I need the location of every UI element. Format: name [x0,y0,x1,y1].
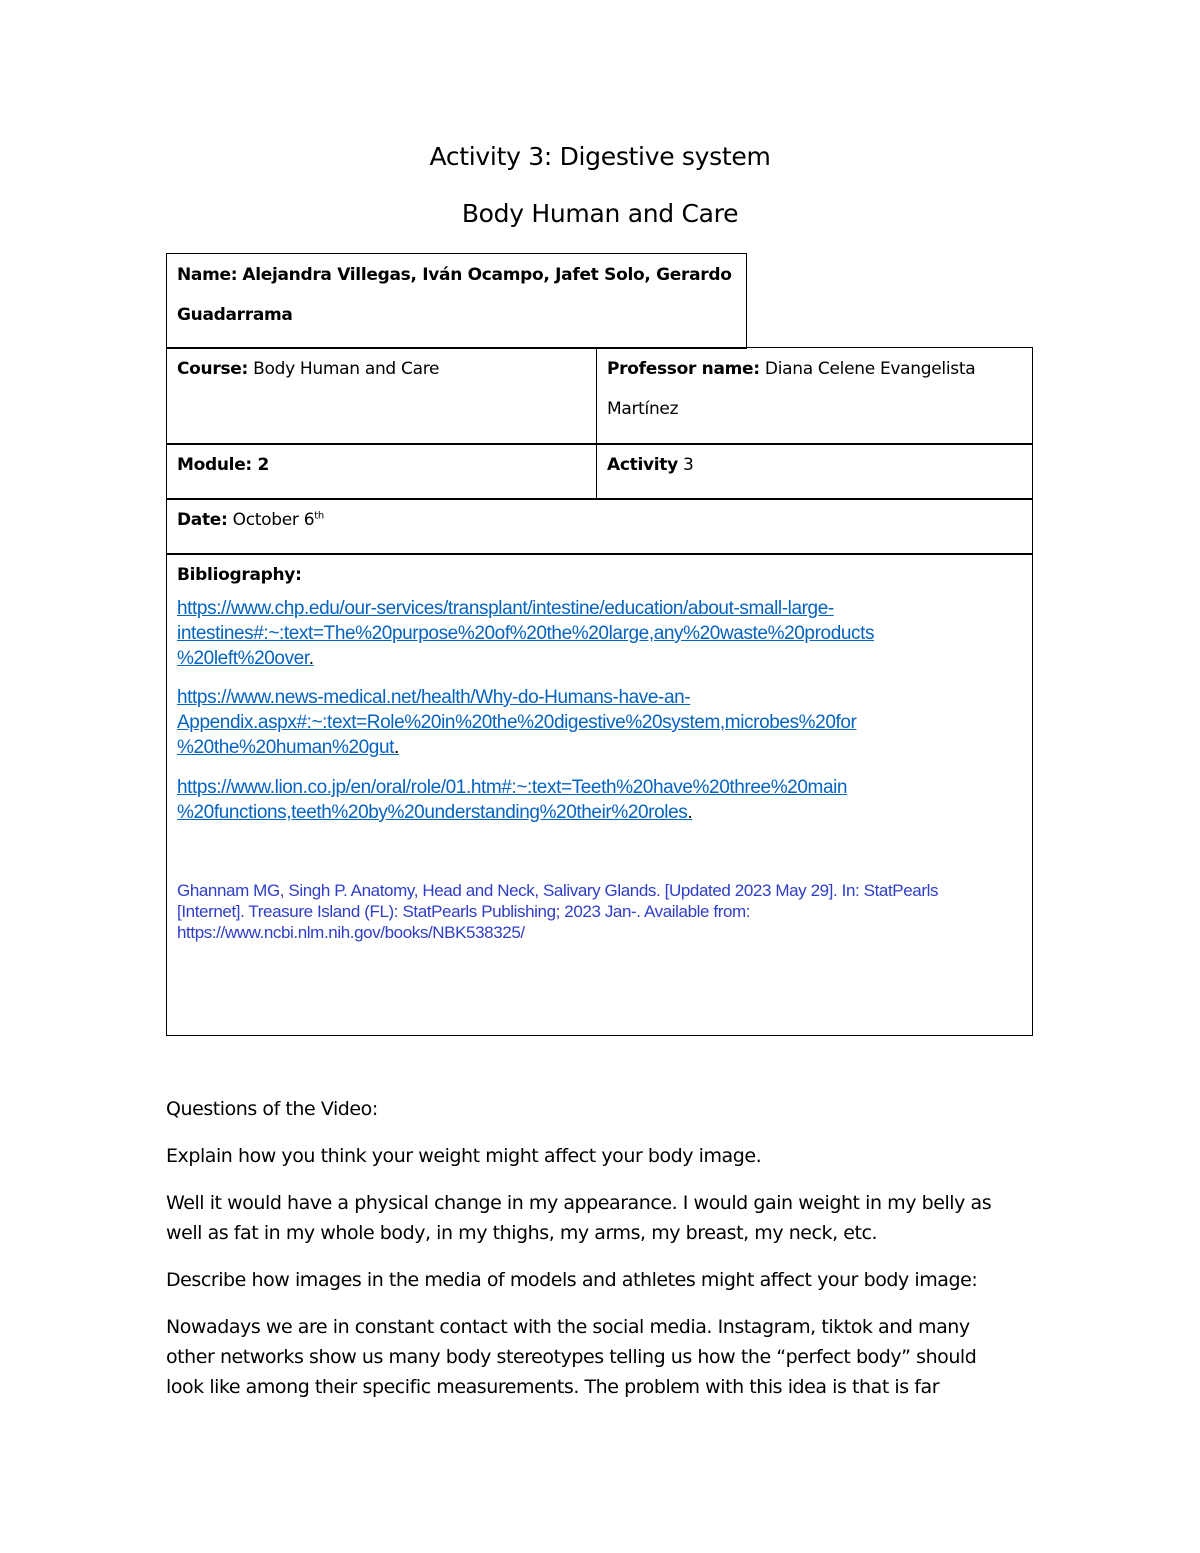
bibliography-link-lion[interactable] [177,775,1017,825]
link-line[interactable]: %20left%20over [177,648,309,669]
bibliography-cell [166,553,1033,1036]
questions-heading: Questions of the Video: [166,1098,378,1120]
link-period: . [394,737,399,758]
name-value-line1: Alejandra Villegas, Iván Ocampo, Jafet Solo, Gerardo [242,265,732,285]
professor-value-line2: Martínez [607,399,679,419]
date-label: Date: [177,510,228,530]
link-line[interactable]: https://www.chp.edu/our-services/transplant/intestine/education/about-small-large- [177,598,834,619]
date-suffix: th [314,510,324,522]
course-label: Course: [177,359,248,379]
answer-line: Well it would have a physical change in my appearance. I would gain weight in my belly as [166,1192,992,1214]
answer-1 [166,1188,1036,1248]
link-line[interactable]: %20functions,teeth%20by%20understanding%20their%20roles [177,802,688,823]
bibliography-link-news-medical[interactable] [177,685,1017,760]
answer-line: well as fat in my whole body, in my thighs, my arms, my breast, my neck, etc. [166,1222,878,1244]
name-label: Name: [177,265,238,285]
bibliography-reference-statpearls [177,880,1027,943]
activity-value: 3 [683,455,694,475]
professor-cell [596,347,1033,445]
question-1: Explain how you think your weight might affect your body image. [166,1145,762,1167]
reference-line: [Internet]. Treasure Island (FL): StatPearls Publishing; 2023 Jan-. Available from: [177,902,751,921]
name-value-line2: Guadarrama [177,305,293,325]
answer-line: look like among their specific measurements. The problem with this idea is that is far [166,1376,940,1398]
professor-label: Professor name: [607,359,760,379]
link-period: . [308,648,314,669]
course-value: Body Human and Care [253,359,440,379]
document-title: Activity 3: Digestive system [429,142,771,171]
bibliography-link-chp[interactable] [177,596,1017,671]
professor-value-line1: Diana Celene Evangelista [764,359,976,379]
link-line[interactable]: Appendix.aspx#:~:text=Role%20in%20the%20digestive%20system,microbes%20for [177,712,857,733]
reference-line: Ghannam MG, Singh P. Anatomy, Head and Neck, Salivary Glands. [Updated 2023 May 29]. In: StatPearls [177,881,939,900]
activity-cell [596,443,1033,500]
name-cell [166,253,747,349]
date-value: October 6 [232,510,315,530]
link-line[interactable]: https://www.news-medical.net/health/Why-do-Humans-have-an- [177,687,691,708]
question-2: Describe how images in the media of models and athletes might affect your body image: [166,1269,978,1291]
answer-line: Nowadays we are in constant contact with the social media. Instagram, tiktok and many [166,1316,970,1338]
answer-2 [166,1312,1036,1402]
bibliography-label: Bibliography: [177,565,302,585]
reference-url[interactable]: https://www.ncbi.nlm.nih.gov/books/NBK538325/ [177,923,525,942]
date-cell [166,498,1033,555]
answer-line: other networks show us many body stereotypes telling us how the “perfect body” should [166,1346,977,1368]
link-line[interactable]: intestines#:~:text=The%20purpose%20of%20the%20large,any%20waste%20products [177,623,875,644]
module-cell [166,443,597,500]
document-subtitle: Body Human and Care [461,199,739,228]
module-label: Module: 2 [177,455,270,475]
link-line[interactable]: https://www.lion.co.jp/en/oral/role/01.htm#:~:text=Teeth%20have%20three%20main [177,777,848,798]
link-period: . [687,802,693,823]
activity-label: Activity [607,455,678,475]
course-cell [166,347,597,445]
link-line[interactable]: %20the%20human%20gut [177,737,395,758]
